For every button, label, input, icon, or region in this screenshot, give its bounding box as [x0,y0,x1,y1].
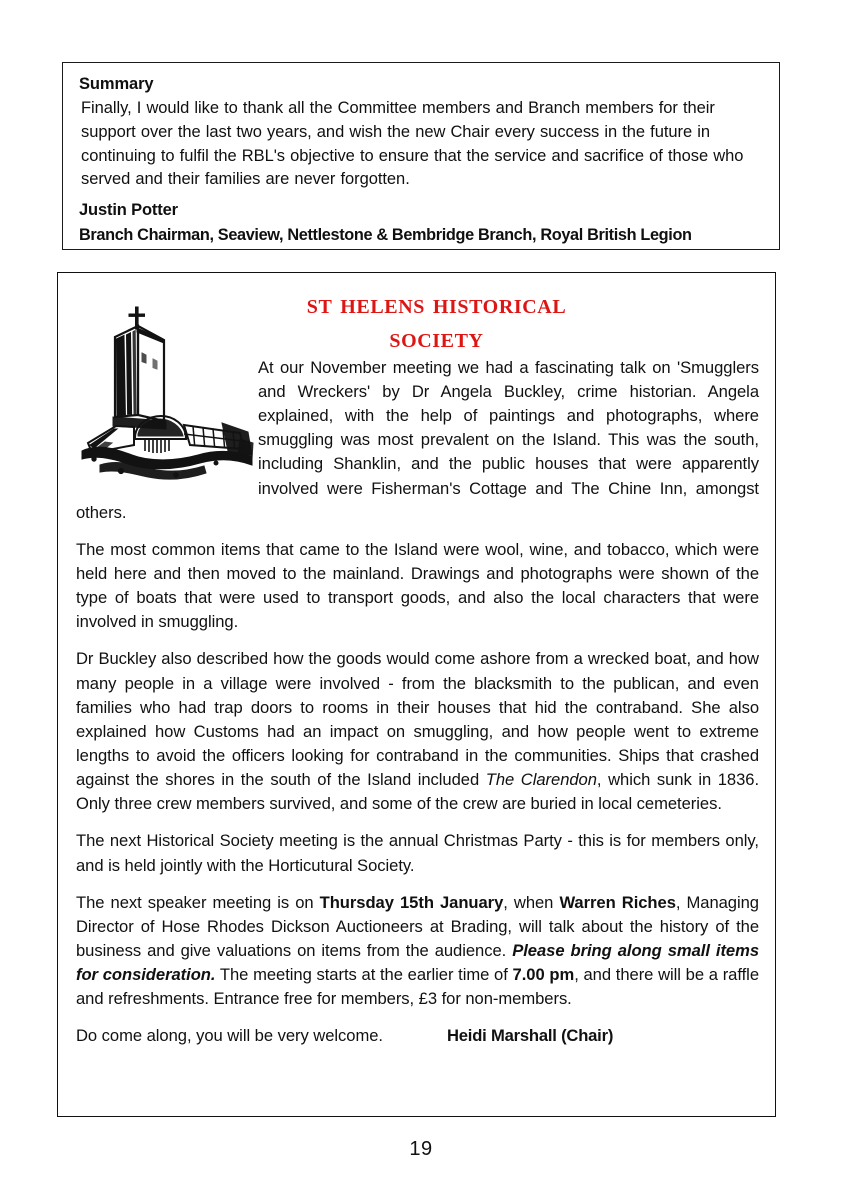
society-title-line-1: st helens historical [306,288,567,320]
p3-text-part-2: , which sunk in 1836. Only three crew members survived, and some of the crew are buried in local cemeteries. [76,770,760,814]
page-number: 19 [409,1138,433,1160]
society-article-box [57,272,776,1117]
summary-paragraph: Finally, I would like to thank all the Committee members and Branch members for their support over the last two years, and wish the new Chair every success in the future in continuing to fulfil the RBL's objective to ensure that the service and sacrifice of those who served and their families are never forgotten. [81,99,744,189]
article-paragraph-3 [76,647,759,816]
summary-heading: Summary [79,75,154,93]
society-title-line-2: society [389,321,484,354]
society-title [114,288,759,356]
p5-text-part-5: , and there will be a raffle and refreshments. Entrance free for members, £3 for non-members. [76,965,759,1009]
bring-items-notice: Please bring along small items for consideration. [76,940,759,985]
p5-text-part-2: , when [503,892,560,912]
closing-welcome-text: Do come along, you will be very welcome. [76,1026,383,1046]
meeting-date: Thursday 15th January [319,892,504,912]
p5-text-part-3: , Managing Director of Hose Rhodes Dickson Auctioneers at Brading, will talk about the history of the business and give valuations on items from the audience. [76,892,759,960]
article-paragraph-4: The next Historical Society meeting is the annual Christmas Party - this is for members only, and is held jointly with the Horticutural Society. [76,831,759,875]
speaker-name: Warren Riches [559,892,676,912]
article-paragraph-6 [76,1024,759,1048]
article-paragraph-5 [76,891,759,1012]
article-paragraph-2: The most common items that came to the Island were wool, wine, and tobacco, which were held here and then moved to the mainland. Drawings and photographs were shown of the type of boats that were used to transport goods, and also the local characters that were involved in smuggling. [76,539,759,632]
p5-text-part-4: The meeting starts at the earlier time of [215,965,513,985]
summary-box [62,62,780,250]
meeting-start-time: 7.00 pm [512,965,575,985]
article-paragraph-1: At our November meeting we had a fascinating talk on 'Smugglers and Wreckers' by Dr Angela Buckley, crime historian. Angela explained, with the help of paintings and photographs, where smuggling was most prevalent on the Island. This was the south, including Shanklin, and the public houses that were apparently involved were Fisherman's Cottage and The Chine Inn, amongst others. [76,357,759,522]
ship-name-clarendon: The Clarendon [485,770,597,790]
p5-text-part-1: The next speaker meeting is on [76,892,320,912]
summary-signature-role: Branch Chairman, Seaview, Nettlestone & Bembridge Branch, Royal British Legion [79,225,692,244]
p3-text-part-1: Dr Buckley also described how the goods would come ashore from a wrecked boat, and how many people in a village were involved - from the blacksmith to the publican, and even families who had trap doors to rooms in their houses that hid the contraband. She also explained how Customs had an impact on smuggling, and how people went to extreme lengths to avoid the officers looking for contraband in the communities. Ships that crashed against the shores in the south of the Island included [76,649,759,790]
summary-signature-name: Justin Potter [79,200,178,219]
article-signature: Heidi Marshall (Chair) [446,1026,614,1046]
